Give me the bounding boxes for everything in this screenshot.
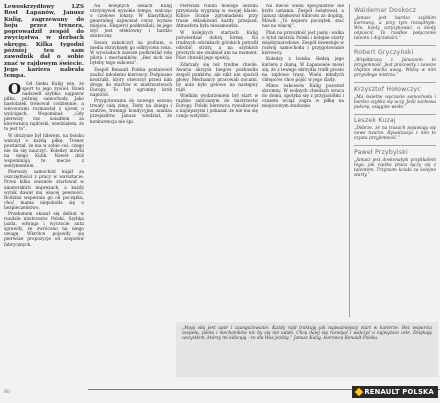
paragraph: W kolejnych startach Kulig potwierdzał dobrą formę. Na trudnych odcinkach górskich potrafił odrobić straty, a na szybkich prostych nie zwalniał ani na moment. Pilot chwalił jego spokój. [176,30,258,61]
quote-author: Paweł Przybylski [354,149,408,157]
renault-logo-icon [355,387,363,395]
paragraph: Pierwszy samochód kupił za oszczędności z pracy w warsztacie. Przez kilka sezonów startował w amatorskich imprezach, a każdy wynik dawał mu więcej pewności. Rodzina wspierała go od początku, choć mama niepokoiła się o bezpieczeństwo. [4,170,84,211]
paragraph: Zdarzały się też trudne chwile. Awaria skrzyni biegów pozbawiła zespół punktów, ale nikt nie spuścił głowy. Mechanicy pracowali nocami, by auto było gotowe na następny rajd. [176,62,258,93]
pull-quote-box: „Moją siłą jest upór i zaangażowanie. Każdy rajd traktuję jak najważniejszy start w karierze. Bez wsparcia zespołu, pilota i mechaników nic by się nie udało. Chcę dalej się rozwijać i walczyć o najwyższe cele. Dziękuję wszystkim, którzy mi kibicują – to dla Was jeżdżę.” Janusz Kulig, kierowca Renault Polska. [176,322,438,377]
paragraph: W drużynie był liderem, na boisku walczył o każdą piłkę. Trener powtarzał, że ma w sobie coś, czego nie da się nauczyć. Koledzy mówili na niego Kulik. Nawet dziś wspominają te mecze z sentymentem. [4,133,84,169]
paragraph: Koledzy z boiska śledzą jego karierę z dumą. W Łapanowie mówi się, że z lewego skrzydła trafił prosto na rajdowe trasy. Wielu młodych chłopców chce pójść w jego ślady. [262,57,344,83]
brand-label: RENAULT POLSKA [364,388,434,396]
quote-author: Waldemar Doskocz [354,7,417,14]
paragraph: Zespół Renault Polska postanowił zaufać młodemu kierowcy. Podpisano kontrakt, który otworzył przed nim drogę do startów w mistrzostwach Europy. To był ogromny krok naprzód. [90,67,172,98]
quote-author: Robert Gryczyński [354,48,414,56]
divider [354,114,436,115]
paragraph: Plan na przyszłość jest jasny: walka o tytuł mistrza Polski i kolejne starty międzynarodowe. Zespół inwestuje w rozwój samochodu i przygotowanie kierowcy. [262,30,344,56]
quote-text: „Ma świetne wyczucie samochodu i bardzo szybko się uczy. Jeśli zachowa pokorę, osiągnie wiele.” [354,94,436,110]
paragraph: Na kolejnych oesach Kulig utrzymywał wysokie tempo, walcząc o czołowe lokaty. W klasyfikacji generalnej zajmował coraz wyższe miejsca. Eksperci podkreślali, że jego styl jest efektowny i bardzo skuteczny. [90,4,172,40]
paragraph: Sezon zakończył na podium, a media okrzyknęły go odkryciem roku. W wywiadach zawsze podkreślał rolę pilota i mechaników: „Bez nich nie byłoby tego sukcesu”. [90,40,172,67]
quote-text: „Dobrze, że na trasach pojawiają się nowe twarze. Rywalizacja z nim to czysta przyjemność.” [354,126,436,142]
quote-text: „Współpraca z Januszem to przyjemność. Jest pracowity i zawsze chętnie słucha uwag. Widzę w nim przyszłego mistrza.” [354,57,436,78]
quotes-sidebar [349,4,436,317]
quote-text: „Janusz jest doskonałym przykładem tego, jak ciężka praca łączy się z talentem. Trzymam kciuki za kolejne starty.” [354,158,436,179]
page-number: 80 [4,390,10,395]
paragraph: Przełomem okazał się debiut w rundzie mistrzostw Polski. Szybka jazda, odwaga i wyczucie auta sprawiły, że zwrócono na niego uwagę. Wkrótce pojawiły się pierwsze propozycje od zespołów fabrycznych. [4,212,84,248]
brand-badge [352,386,438,398]
article-lede: Lewoskrzydłowy LZS Rost Łapanów, Janusz Kulig, zagrzewany do boju przez trenera, poprowadził zespół do zwycięstwa w derbach okręgu. Kilka tygodni później ten sam zawodnik dał o sobie znać w rajdowym świecie. Jego kariera nabrała tempa. [4,4,84,80]
paragraph: Przygotowania do nowego sezonu trwały całą zimę. Testy na śniegu i szutrze, treningi kondycyjne, analiza przejazdów. Janusz wiedział, że konkurencja nie śpi. [90,99,172,125]
divider [354,45,436,46]
article-column-3 [176,4,258,317]
paragraph: Mimo sukcesów Kulig pozostał skromny. W wolnych chwilach wraca do domu, spotyka się z przyjaciółmi i czasem wciąż zagra w piłkę na miejscowym stadionie. [262,84,344,110]
article-column-1 [4,4,84,396]
paragraph: Na mecie wielu specjalistów nie kryło uznania. Zespół świętował, a Janusz dziękował kibicom za doping. Mówił: „To dopiero początek, stać nas na więcej”. [262,4,344,30]
quote-author: Krzysztof Hołowczyc [354,85,421,93]
paragraph: Od bieku Kulig wie, że sport to jego żywioł. Dzień nadszedł szybko: najpierw piłka, później samochody. Jako nastolatek trenował codziennie, a wieczorami rozmawiał z ojcem o wyścigach. Wspominał: „Gdy pierwszy raz usiadłem za kierownicą rajdówki, wiedziałem, że to jest to”. [4,81,84,132]
dropcap: O [8,79,22,98]
quote-author: Leszek Kuzaj [354,117,396,125]
divider [354,145,436,146]
quote-text: „Janusz jest bardzo szybkim kierowcą, a przy tym rozsądnym. Wie, kiedy zaryzykować, a kiedy odpuścić. To rzadkie połączenie talentu i dojrzałości.” [354,16,436,42]
paragraph: Wielkim wydarzeniem był start w rajdzie zaliczanym do mistrzostw Europy. Polski kierowca rywalizował z najlepszymi i pokazał, że nie ma się czego wstydzić. [176,94,258,120]
page-footer [4,386,440,400]
divider [354,82,436,83]
paragraph: Pierwsza runda nowego sezonu przyniosła wygraną w swojej klasie. Kibice licznie zgromadzeni przy trasie oklaskiwali każdy przejazd. Atmosfera była niesamowita. [176,4,258,30]
dropcap-paragraph [4,79,84,132]
article-column-2 [90,4,172,317]
article-column-4 [262,4,344,317]
